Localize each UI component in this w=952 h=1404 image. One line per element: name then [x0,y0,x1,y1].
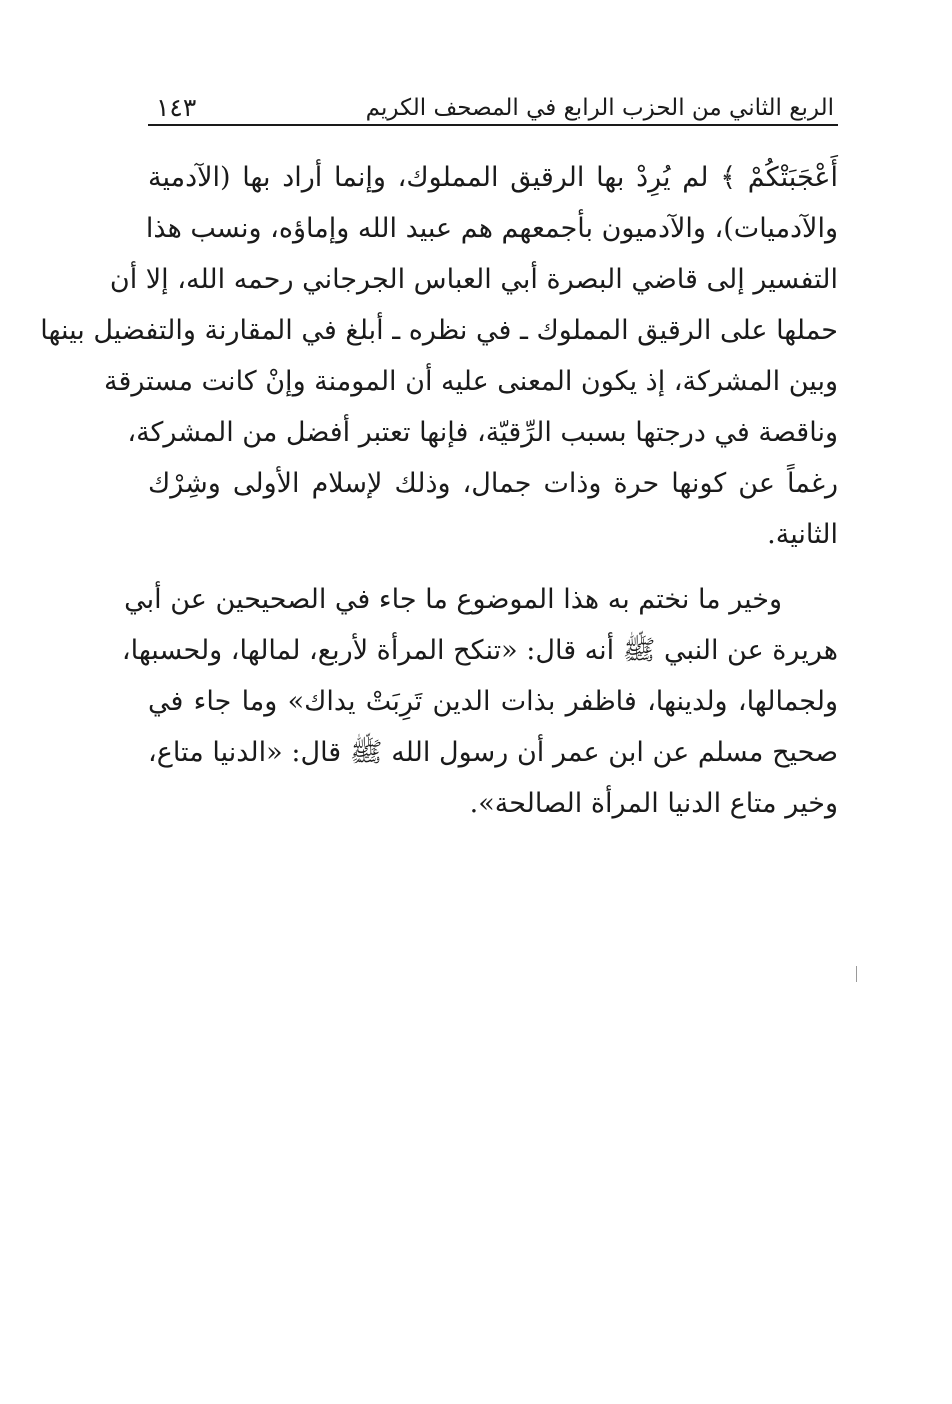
text-line: الثانية. [767,519,838,550]
text-line: ولجمالها، ولدينها، فاظفر بذات الدين تَرِبَتْ يداك» وما جاء في [148,686,838,717]
text-line: وخير ما نختم به هذا الموضوع ما جاء في الصحيحين عن أبي [124,584,782,615]
text-line: وناقصة في درجتها بسبب الرِّقيّة، فإنها تعتبر أفضل من المشركة، [127,417,838,448]
paragraph-2 [121,574,838,829]
text-line: والآدميات)، والآدميون بأجمعهم هم عبيد الله وإماؤه، ونسب هذا [145,213,838,244]
page-number: ١٤٣ [156,93,197,122]
text-line: رغماً عن كونها حرة وذات جمال، وذلك لإسلام الأولى وشِرْك [148,468,838,499]
page-header [148,84,834,124]
paragraph-1 [40,152,838,560]
text-line: أَعْجَبَتْكُمْ ﴾ لم يُرِدْ بها الرقيق المملوك، وإنما أراد بها (الآدمية [148,162,838,193]
text-line: وبين المشركة، إذ يكون المعنى عليه أن المومنة وإنْ كانت مسترقة [103,366,838,397]
text-line: وخير متاع الدنيا المرأة الصالحة». [469,788,838,819]
text-line: هريرة عن النبي ﷺ أنه قال: «تنكح المرأة لأربع، لمالها، ولحسبها، [121,635,838,666]
scan-mark [856,966,857,982]
header-rule [148,124,838,126]
text-line: التفسير إلى قاضي البصرة أبي العباس الجرجاني رحمه الله، إلا أن [109,264,838,295]
text-line: حملها على الرقيق المملوك ـ في نظره ـ أبلغ في المقارنة والتفضيل بينها [40,315,838,346]
text-line: صحيح مسلم عن ابن عمر أن رسول الله ﷺ قال: «الدنيا متاع، [148,737,838,768]
running-title: الربع الثاني من الحزب الرابع في المصحف الكريم [365,95,834,121]
